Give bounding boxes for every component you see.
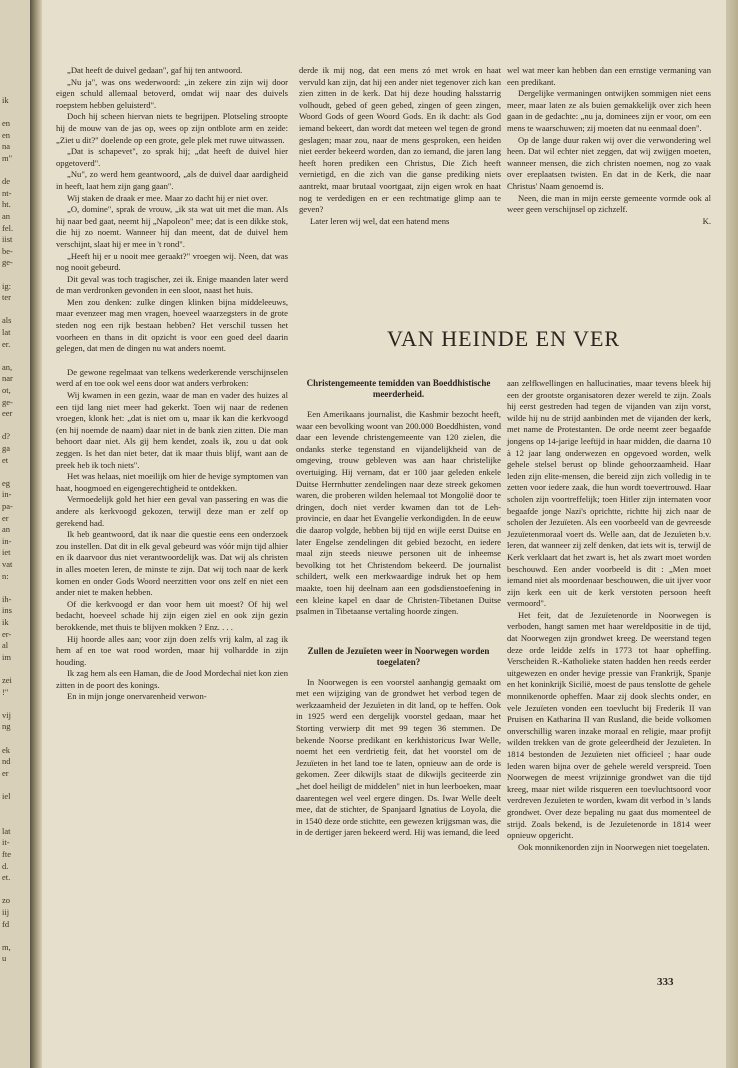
adjacent-page-fragment: al [2,640,9,651]
paragraph: En in mijn jonge onervarenheid verwon- [67,691,207,702]
adjacent-page-fragment: zei [2,675,12,685]
article-2-heading: Zullen de Jezuïeten weer in Noorwegen worden toegelaten? [307,645,490,667]
adjacent-page-fragment: ek [2,744,11,755]
adjacent-page-fragment: als [2,315,12,326]
adjacent-page-fragment: u [2,953,7,964]
adjacent-page-fragment: d. [2,860,9,871]
section-title: VAN HEINDE EN VER [386,325,621,351]
adjacent-page-fragment: n: [2,570,9,581]
adjacent-page-fragment: lat [2,825,11,836]
adjacent-page-fragment: be- [2,245,13,256]
adjacent-page-fragment: ot, [2,385,11,395]
paragraph: „Dat is schapevet", zo sprak hij; „dat heeft de duivel hier opgetoverd". [56,146,288,168]
adjacent-page-fragment: fte [2,849,11,859]
column-3 [507,65,711,227]
paragraph: „O, domine", sprak de vrouw, „ik sta wat uit met die man. Als hij naar bed gaat, neemt hij „Napoleon" mee; dat is een dikke stok, die hij zo noemt. Wanneer hij dan meent, dat de duivel hem verschijnt, slaat hij er mee in 't rond". [56,204,288,249]
adjacent-page-fragment: in- [2,535,12,546]
paragraph: Ik zag hem als een Haman, die de Jood Mordechaï niet kon zien zitten in de poort des konings. [56,668,288,690]
adjacent-page-fragment: an, [2,361,13,372]
paragraph: Later leren wij wel, dat een hatend mens [310,215,450,226]
paragraph: Men zou denken: zulke dingen klinken bijna middeleeuws, maar evenzeer mag men vragen, hoeveel waarzegsters in de grote steden nog een rijk bestaan hebben? Het verschil tussen het voorheen en thans in dit opzicht is voor een goed deel daarin gelegen, dat men de dingen nu wat anders noemt. [56,296,288,354]
adjacent-page-fragment: er- [2,628,12,639]
adjacent-page-fragment: nt- [2,187,12,198]
adjacent-page-fragment: er [2,767,9,778]
adjacent-page-fragment: ig: [2,280,11,291]
adjacent-page-fragment: er. [2,338,11,349]
paragraph: Dit geval was toch tragischer, zei ik. Enige maanden later werd de man verdronken gevonden in een sloot, naast het huis. [56,273,288,296]
paragraph: Ik heb geantwoord, dat ik naar die questie eens een onderzoek zou instellen. Dat dit in elk geval gebeurd was vóór mijn tijd alhier en ik daarvoor dus niet verantwoordelijk was. Dat wij als christen in alles moeten leren, de minste te zijn. Dat wij toch naar de kerk komen en onder Gods Woord neerzitten voor ons zelf en niet een ander niet te maken hebben. [56,529,288,598]
book-gutter [30,0,42,1068]
adjacent-page-fragment: eg [2,477,11,488]
adjacent-page-fragment: an [2,211,11,221]
column-3-body [507,65,711,216]
adjacent-page-fragment: ga [2,443,11,453]
adjacent-page-fragment: fel. [2,222,14,233]
adjacent-page-strip [0,0,30,1068]
adjacent-page-fragment: d? [2,431,11,442]
adjacent-page-fragment: na [2,141,11,152]
adjacent-page-fragment: ih- [2,593,12,604]
adjacent-page-fragment: it- [2,837,10,848]
column-4 [296,378,501,839]
adjacent-page-fragment: eer [2,408,13,419]
paragraph: „Nu", zo werd hem geantwoord, „als de duivel daar aardigheid in heeft, laat hem zijn gang gaan". [56,169,288,191]
adjacent-page-fragment: ik [2,95,9,105]
article-1-heading: Christengemeente temidden van Boeddhistische meerderheid. [306,378,491,399]
adjacent-page-fragment: iel [2,791,11,801]
signature: K. [702,215,711,226]
adjacent-page-fragment: !" [2,686,9,697]
paragraph: „Heeft hij er u nooit mee geraakt?" vroegen wij. Neen, dat was nog nooit gebeurd. [56,250,288,273]
paragraph: De gewone regelmaat van telkens wederkerende verschijnselen werd af en toe ook wel eens door wat anders verbroken: [56,366,288,389]
adjacent-page-fragment: iist [2,234,13,245]
adjacent-page-fragment: m" [2,153,13,163]
adjacent-page-fragment: fd [2,918,10,929]
adjacent-page-fragment: ter [2,292,11,303]
paragraph: wel wat meer kan hebben dan een ernstige vermaning van een predikant. [507,65,711,87]
column-2 [299,65,501,227]
adjacent-page-fragment: ge- [2,257,13,268]
adjacent-page-fragment: en [2,118,11,129]
adjacent-page-fragment: nd [2,756,11,767]
adjacent-page-fragment: er [2,512,9,523]
adjacent-page-fragment: vij [2,709,11,720]
paragraph: Op de lange duur raken wij over die verwondering wel heen. Dat wil echter niet zeggen, dat wij zwijgen moeten, wanneer mensen, die zich christen noemen, nog zo vaak over ereplaatsen twisten. En dat in de Kerk, die naar Christus' Naam genoemd is. [507,134,711,191]
article-2-body [296,677,501,839]
magazine-page [42,0,726,1068]
paragraph: Neen, die man in mijn eerste gemeente vormde ook al weer geen verschijnsel op zichzelf. [507,192,711,215]
adjacent-page-fragment: iij [2,907,10,917]
page-edge [726,0,738,1068]
paragraph: derde ik mij nog, dat een mens zó met wrok en haat vervuld kan zijn, dat hij een ander niet tegenover zich kan zien zitten in de kerk. Dat hij deze houding halsstarrig volhoudt, gebed of geen gebed, zingen of geen zingen, Woord Gods of geen Woord Gods. En ik dacht: als God iemand bekeert, dan wordt dat meteen wel tegen de grond geslagen; maar zou, naar de mens gesproken, een heiden niet eerder bekeerd worden, dan zo iemand, die jaren lang heeft horen prediken een Christus, Die Zich heeft vernietigd, en die zich van die ganse prediking niets aantrekt, maar brutaal voortgaat, zijn eigen wrok en haat nog te verdedigen en er een rechtmatige glimp aan te geven? [299,65,501,215]
adjacent-page-fragment: ge- [2,396,13,407]
adjacent-page-fragment: m, [2,941,11,952]
adjacent-page-fragment: de [2,176,11,187]
paragraph: In Noorwegen is een voorstel aanhangig gemaakt om met een wijziging van de grondwet het verbod tegen de werkzaamheid der Jezuïeten in dit land, op te heffen. Ook in 1925 werd een dergelijk voorstel gedaan, maar het Storting verwierp dit met 99 tegen 36 stemmen. De bekende Noorse predikant en kerkhistoricus Iwar Welle, noemt het een verdrietig feit, dat het voorstel om de Jezuïeten in het land toe te laten, opnieuw aan de orde is gekomen. Zeer dikwijls staat de dikwijls geciteerde zin „het doel heiligt de middelen" niet in hun leerboeken, maar daarentegen wel veel ergere dingen. Ds. Iwar Welle deelt mee, dat de stichter, de Spanjaard Ignatius de Loyola, die in 1540 deze orde stichtte, een gewezen krijgsman was, die in de dertiger jaren bekeerd werd. Hij was iemand, die leed [296,676,501,838]
adjacent-page-fragment: ht. [2,199,11,210]
adjacent-page-fragment: ik [2,617,9,627]
adjacent-page-fragment: an [2,524,11,535]
adjacent-page-fragment: lat [2,327,11,337]
paragraph: Doch hij scheen hiervan niets te begrijpen. Plotseling stroopte hij de mouw van de jas op, wees op zijn ontblote arm en zeide: „Ziet u dit?" doelende op een grote, gele plek met ruwe uitwassen. [56,111,288,145]
adjacent-page-fragment: iet [2,547,11,558]
signature-line [507,216,711,228]
adjacent-page-fragment: ins [2,605,12,616]
paragraph: „Dat heeft de duivel gedaan", gaf hij ten antwoord. [67,65,243,75]
paragraph: Hij hoorde alles aan; voor zijn doen zelfs vrij kalm, al zag ik hem af en toe wat rood worden, maar hij volhardde in zijn houding. [56,633,288,667]
adjacent-page-fragment: in- [2,489,12,500]
adjacent-page-fragment: im [2,651,11,662]
paragraph: Het feit, dat de Jezuïetenorde in Noorwegen is verboden, hangt samen met haar wereldpositie in de tijd, dat Noorwegen zijn grondwet kreeg. De weerstand tegen deze orde leidde zelfs in 1773 tot haar opheffing. Verscheiden R.-Katholieke staten hadden hen reeds eerder uitgewezen en onder hevige pressie van Frankrijk, Spanje en het koninkrijk Sicilië, moest de paus tenslotte de gehele monnikenorde opheffen. Maar zij dook slechts onder, en vele Jezuïeten vonden een toevlucht bij Frederik II van Pruisen en Katharina II van Rusland, die beide volkomen onverschillig waren inzake moraal en religie, maar profijt wilden trekken van de grote geleerdheid der Jezuïeten. In 1814 bestonden de Jezuïeten niet officieel ; haar oude leden waren bijna over de gehele wereld verspreid. Toen Noorwegen de meest vrijzinnige grondwet van die tijd kreeg, maar niet wilde risqueren een toevluchtsoord voor verdreven Jezuïeten te worden, kwam dit verbod in 's lands grondwet. Over deze bepaling nu gaat dus momenteel de strijd. Zoals bekend, is de Jezuïetenorde in 1814 weer opnieuw opgericht. [507,609,711,841]
paragraph: Of die kerkvoogd er dan voor hem uit moest? Of hij wel bedacht, hoeveel schade hij zijn eigen ziel en ook zijn gezin berokkende, met thuis te blijven mokken ? Enz. . . . [56,598,288,632]
paragraph: Vermoedelijk gold het hier een geval van passering en was die andere als kerkvoogd gekozen, terwijl deze man er zelf op gerekend had. [56,494,288,528]
article-1-body [296,409,501,618]
paragraph: Wij kwamen in een gezin, waar de man en vader des huizes al een tijd lang niet meer had gekerkt. Toen wij naar de redenen vroegen, klonk het: „dat is niet om u, maar ik kan die kerkvoogd (en hij noemde de naam) daar niet in de bank zien zitten. Die man behoort daar niet. Als gij hem kendet, zoals ik, zou u dat ook zeggen. Is het dan niet beter, dat ik maar thuis blijf, want aan de preek heb ik toch niets". [56,390,288,470]
page-number: 333 [657,976,674,988]
adjacent-page-fragment: ng [2,721,11,732]
column-5 [507,378,711,853]
adjacent-page-fragment: en [2,129,11,140]
paragraph: Een Amerikaans journalist, die Kashmir bezocht heeft, waar een bevolking woont van 200.000 Boeddhisten, vond daar een levende christengemeente van 120 zielen, die ondanks sterke tegenstand en vijandelijkheid van de omgeving, trouw gebleven was aan haar christelijke overtuiging. Hij vernam, dat er 100 jaar geleden enkele Duitse Herrnhutter zendelingen naar deze streek gekomen waren, die proberen wilden helemaal tot Mongolië door te dringen, doch niet verder kwamen dan tot de Leh-provincie, en daar het Evangelie verkondigden. In de eeuw die daarop volgde, hebben bij tijd en wijle eerst Duitse en later Engelse zendelingen dit gebied bezocht, en iedere maal zijn steeds nieuwe personen uit de inheemse bevolking tot het Christendom bekeerd. De journalist schildert, welk een merkwaardige indruk het op hem maakte, toen hij deelnam aan een godsdienstoefening in een kleine kapel en daar de Christen-Tibetanen Duitse psalmen in Tibetaanse vertaling hoorde zingen. [296,409,501,617]
adjacent-page-fragment: zo [2,895,11,906]
paragraph: „Nu ja", was ons wederwoord: „in zekere zin zijn wij door eigen schuld allemaal betoverd, omdat wij naar des duivels roepstem hebben geluisterd". [56,76,288,110]
paragraph: Ook monnikenorden zijn in Noorwegen niet toegelaten. [518,841,710,852]
paragraph: Dergelijke vermaningen ontwijken sommigen niet eens meer, maar laten ze als buien gemakkelijk over zich heen gaan in de gedachte: „nu ja, dominees zijn er voor, om een mens te waarschuwen; zij moeten dat nu eenmaal doen". [507,88,711,133]
adjacent-page-fragment: et. [2,872,11,883]
paragraph: aan zelfkwellingen en hallucinaties, maar tevens bleek hij een der grootste organisatoren dezer wereld te zijn. Zoals hij eerst gestreden had tegen de vijanden van zijn vorst, wilde hij nu de strijd aanbinden met de vijanden der kerk, met name de Protestanten. De orde neemt zeer begaafde jongens op 14-jarige leeftijd in haar midden, die daarna 10 à 12 jaar lang onderwezen en opgevoed worden, welk gehele stelsel berust op blinde gehoorzaamheid. Haar leden zijn elite-mensen, die bereid zijn zich volledig in te zetten voor iedere zaak, die hun wordt toevertrouwd. Haar scholen zijn voortreffelijk; toen Hitler zijn internaten voor begaafde jonge Nazi's oprichtte, richtte hij zich naar de scholen der Jezuïeten. Als een voorbeeld van de gevreesde Jezuïetenmoraal voert ds. Welle aan, dat de Jezuïeten b.v. leren, dat wanneer zij zelf denken, dat iets wit is, terwijl de Kerk verklaart dat het zwart is, het als zwart moet worden beschouwd. Een ander voorbeeld is dit : „Men moet iemand niet als moordenaar beschouwen, die uit ijver voor zijn kerk een uit de kerk verstoten persoon heeft vermoord". [507,378,711,609]
paragraph: Wij staken de draak er mee. Maar zo dacht hij er niet over. [67,192,269,203]
paragraph: Het was helaas, niet moeilijk om hier de hevige symptomen van haat, hoogmoed en eigengerechtigheid te ontdekken. [56,471,288,493]
adjacent-page-fragment: et [2,454,9,465]
adjacent-page-fragment: vat [2,559,13,569]
adjacent-page-fragment: pa- [2,501,13,511]
adjacent-page-fragment: nar [2,373,13,384]
column-1 [56,65,288,703]
